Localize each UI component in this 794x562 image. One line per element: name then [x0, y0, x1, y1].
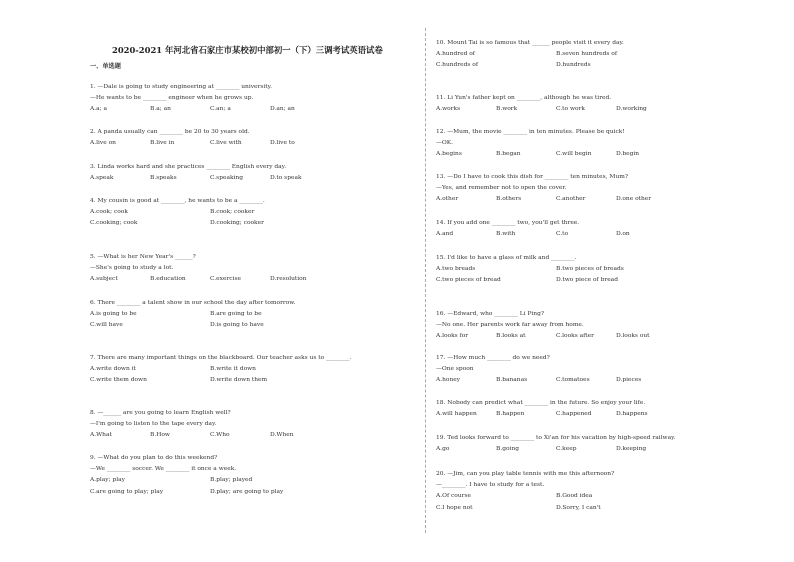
answer-option: A.write down it — [90, 366, 136, 373]
answer-option: C.to — [556, 231, 569, 238]
answer-option: B.with — [496, 231, 516, 238]
answer-option: B.are going to be — [210, 311, 262, 318]
answer-option: C.keep — [556, 446, 577, 453]
answer-options — [436, 229, 676, 240]
answer-option: D.working — [616, 106, 647, 113]
question-stem-line: 13. —Do I have to cook this dish for ________ ten minutes, Mum? — [436, 174, 628, 180]
answer-options — [436, 331, 676, 342]
answer-option: D.begin — [616, 151, 640, 158]
answer-option: D.on — [616, 231, 630, 238]
question-item — [436, 218, 676, 240]
answer-option: B.How — [150, 432, 170, 439]
question-item — [436, 253, 676, 287]
question-item — [90, 196, 330, 230]
question-item — [436, 353, 676, 387]
question-stem-line: 4. My cousin is good at ________, he wants to be a ________. — [90, 198, 265, 204]
answer-options — [90, 309, 330, 331]
answer-option: A.two breads — [436, 266, 476, 273]
question-stem-line: —He wants to be ________ engineer when he grows up. — [90, 95, 254, 102]
question-stem-line: 3. Linda works hard and she practices ________ English every day. — [90, 164, 287, 170]
answer-options — [90, 138, 330, 149]
answer-options — [436, 194, 676, 205]
question-item — [436, 433, 676, 455]
answer-option: C.Who — [210, 432, 230, 439]
question-stem-line: —No one. Her parents work far away from home. — [436, 322, 584, 329]
question-stem-line: 9. —What do you plan to do this weekend? — [90, 455, 218, 461]
answer-option: C.another — [556, 196, 586, 203]
answer-option: C.will begin — [556, 151, 592, 158]
question-stem-line: —She's going to study a lot. — [90, 265, 174, 272]
answer-option: D.resolution — [270, 276, 307, 283]
answer-option: B.going — [496, 446, 519, 453]
question-item — [436, 127, 676, 161]
answer-option: D.one other — [616, 196, 652, 203]
answer-option: A.speak — [90, 175, 114, 182]
answer-option: B.work — [496, 106, 518, 113]
answer-option: A.live on — [90, 140, 116, 147]
answer-options — [90, 274, 330, 285]
exam-title: 2020-2021 年河北省石家庄市某校初中部初一（下）三调考试英语试卷 — [112, 45, 383, 55]
question-item — [90, 353, 351, 387]
answer-option: C.happened — [556, 411, 592, 418]
answer-option: D.two piece of bread — [556, 277, 618, 284]
answer-option: D.an; an — [270, 106, 295, 113]
answer-option: A.subject — [90, 276, 118, 283]
question-item — [90, 252, 330, 286]
question-stem-line: —________. I have to study for a test. — [436, 482, 545, 489]
question-stem-line: 16. —Edward, who ________ Li Ping? — [436, 311, 545, 317]
answer-option: C.cooking; cook — [90, 220, 138, 227]
answer-option: C.two pieces of bread — [436, 277, 501, 284]
answer-option: A.go — [436, 446, 450, 453]
answer-options — [436, 409, 676, 420]
answer-option: D.keeping — [616, 446, 647, 453]
answer-option: C.tomatoes — [556, 377, 590, 384]
answer-option: B.looks at — [496, 333, 526, 340]
answer-options — [90, 475, 330, 497]
answer-option: B.write it down — [210, 366, 256, 373]
answer-option: D.hundreds — [556, 62, 591, 69]
question-item — [436, 38, 676, 72]
answer-option: A.begins — [436, 151, 462, 158]
question-stem-line: 6. There ________ a talent show in our school the day after tomorrow. — [90, 300, 296, 306]
question-item — [436, 93, 676, 115]
answer-options — [436, 375, 676, 386]
answer-option: D.When — [270, 432, 294, 439]
answer-option: A.is going to be — [90, 311, 137, 318]
question-stem-line: —One spoon — [436, 366, 474, 373]
answer-option: D.to speak — [270, 175, 302, 182]
question-stem-line: 11. Li Yun's father kept on ________, although he was tired. — [436, 95, 612, 101]
answer-options — [436, 491, 676, 513]
section-heading: 一、单选题 — [90, 63, 121, 70]
question-stem-line: 15. I'd like to have a glass of milk and ________. — [436, 255, 577, 261]
answer-option: C.to work — [556, 106, 585, 113]
answer-option: C.I hope not — [436, 504, 473, 511]
answer-option: B.others — [496, 196, 522, 203]
answer-option: B.live in — [150, 140, 175, 147]
answer-option: C.an; a — [210, 106, 231, 113]
question-item — [90, 162, 330, 184]
answer-option: C.looks after — [556, 333, 594, 340]
answer-option: A.honey — [436, 377, 461, 384]
answer-options — [90, 430, 330, 441]
question-stem-line: 20. —Jim, can you play table tennis with me this afternoon? — [436, 471, 615, 477]
question-stem-line: —I'm going to listen to the tape every day. — [90, 421, 217, 428]
answer-option: B.cook; cooker — [210, 209, 255, 216]
answer-option: B.seven hundreds of — [556, 51, 618, 58]
question-stem-line: 14. If you add one ________ two, you'll get three. — [436, 220, 580, 226]
answer-options — [436, 149, 676, 160]
answer-option: A.play; play — [90, 477, 125, 484]
question-stem-line: 19. Ted looks forward to ________ to Xi'an for his vacation by high-speed railway. — [436, 435, 676, 441]
question-item — [90, 453, 330, 498]
answer-option: A.other — [436, 196, 459, 203]
answer-option: A.will happen — [436, 411, 477, 418]
answer-option: B.happen — [496, 411, 525, 418]
question-stem-line: 12. —Mum, the movie ________ in ten minutes. Please be quick! — [436, 129, 625, 135]
answer-option: B.Good idea — [556, 493, 593, 500]
answer-option: D.pieces — [616, 377, 642, 384]
question-stem-line: 5. —What is her New Year's ______? — [90, 254, 196, 260]
answer-option: A.hundred of — [436, 51, 475, 58]
answer-option: A.What — [90, 432, 112, 439]
answer-option: C.write them down — [90, 377, 147, 384]
question-item — [436, 398, 676, 420]
answer-options — [436, 49, 676, 71]
answer-option: C.speaking — [210, 175, 243, 182]
answer-options — [90, 173, 330, 184]
question-item — [90, 82, 330, 116]
answer-option: A.and — [436, 231, 454, 238]
question-stem-line: —We ________ soccer. We ________ it once a week. — [90, 466, 237, 473]
answer-option: A.a; a — [90, 106, 108, 113]
answer-option: D.happens — [616, 411, 648, 418]
answer-option: D.cooking; cooker — [210, 220, 264, 227]
question-item — [90, 408, 330, 442]
answer-options — [90, 364, 330, 386]
answer-option: B.two pieces of breads — [556, 266, 624, 273]
question-stem-line: 18. Nobody can predict what ________ in the future. So enjoy your life. — [436, 400, 646, 406]
answer-options — [436, 104, 676, 115]
question-item — [436, 309, 676, 343]
answer-option: C.are going to play; play — [90, 488, 164, 495]
question-item — [90, 298, 330, 332]
answer-option: C.hundreds of — [436, 62, 479, 69]
question-stem-line: 1. —Dale is going to study engineering at ________ university. — [90, 84, 273, 90]
question-item — [90, 127, 330, 149]
question-stem-line: 10. Mount Tai is so famous that ______ people visit it every day. — [436, 40, 624, 46]
answer-option: D.Sorry, I can't — [556, 504, 601, 511]
answer-option: A.cook; cook — [90, 209, 128, 216]
answer-option: A.Of course — [436, 493, 471, 500]
question-item — [436, 469, 676, 514]
answer-option: C.live with — [210, 140, 242, 147]
answer-option: C.exercise — [210, 276, 241, 283]
question-stem-line: 17. —How much ________ do we need? — [436, 355, 550, 361]
answer-option: D.play; are going to play — [210, 488, 284, 495]
answer-option: A.looks for — [436, 333, 469, 340]
answer-option: B.education — [150, 276, 186, 283]
answer-option: A.works — [436, 106, 461, 113]
answer-option: C.will have — [90, 322, 123, 329]
answer-option: B.began — [496, 151, 521, 158]
answer-options — [436, 444, 676, 455]
answer-option: B.play; played — [210, 477, 253, 484]
answer-options — [90, 104, 330, 115]
column-divider — [425, 28, 426, 533]
answer-option: B.speaks — [150, 175, 177, 182]
answer-option: D.is going to have — [210, 322, 264, 329]
answer-option: B.bananas — [496, 377, 528, 384]
answer-option: D.write down them — [210, 377, 268, 384]
question-stem-line: —Yes, and remember not to open the cover. — [436, 185, 567, 192]
question-stem-line: 7. There are many important things on the blackboard. Our teacher asks us to ________. — [90, 355, 352, 361]
answer-options — [90, 207, 330, 229]
answer-option: D.live to — [270, 140, 295, 147]
question-stem-line: 8. —______ are you going to learn English well? — [90, 410, 231, 416]
answer-options — [436, 264, 676, 286]
answer-option: D.looks out — [616, 333, 650, 340]
question-stem-line: —OK. — [436, 140, 453, 147]
answer-option: B.a; an — [150, 106, 171, 113]
question-stem-line: 2. A panda usually can ________ be 20 to 30 years old. — [90, 129, 250, 135]
question-item — [436, 172, 676, 206]
